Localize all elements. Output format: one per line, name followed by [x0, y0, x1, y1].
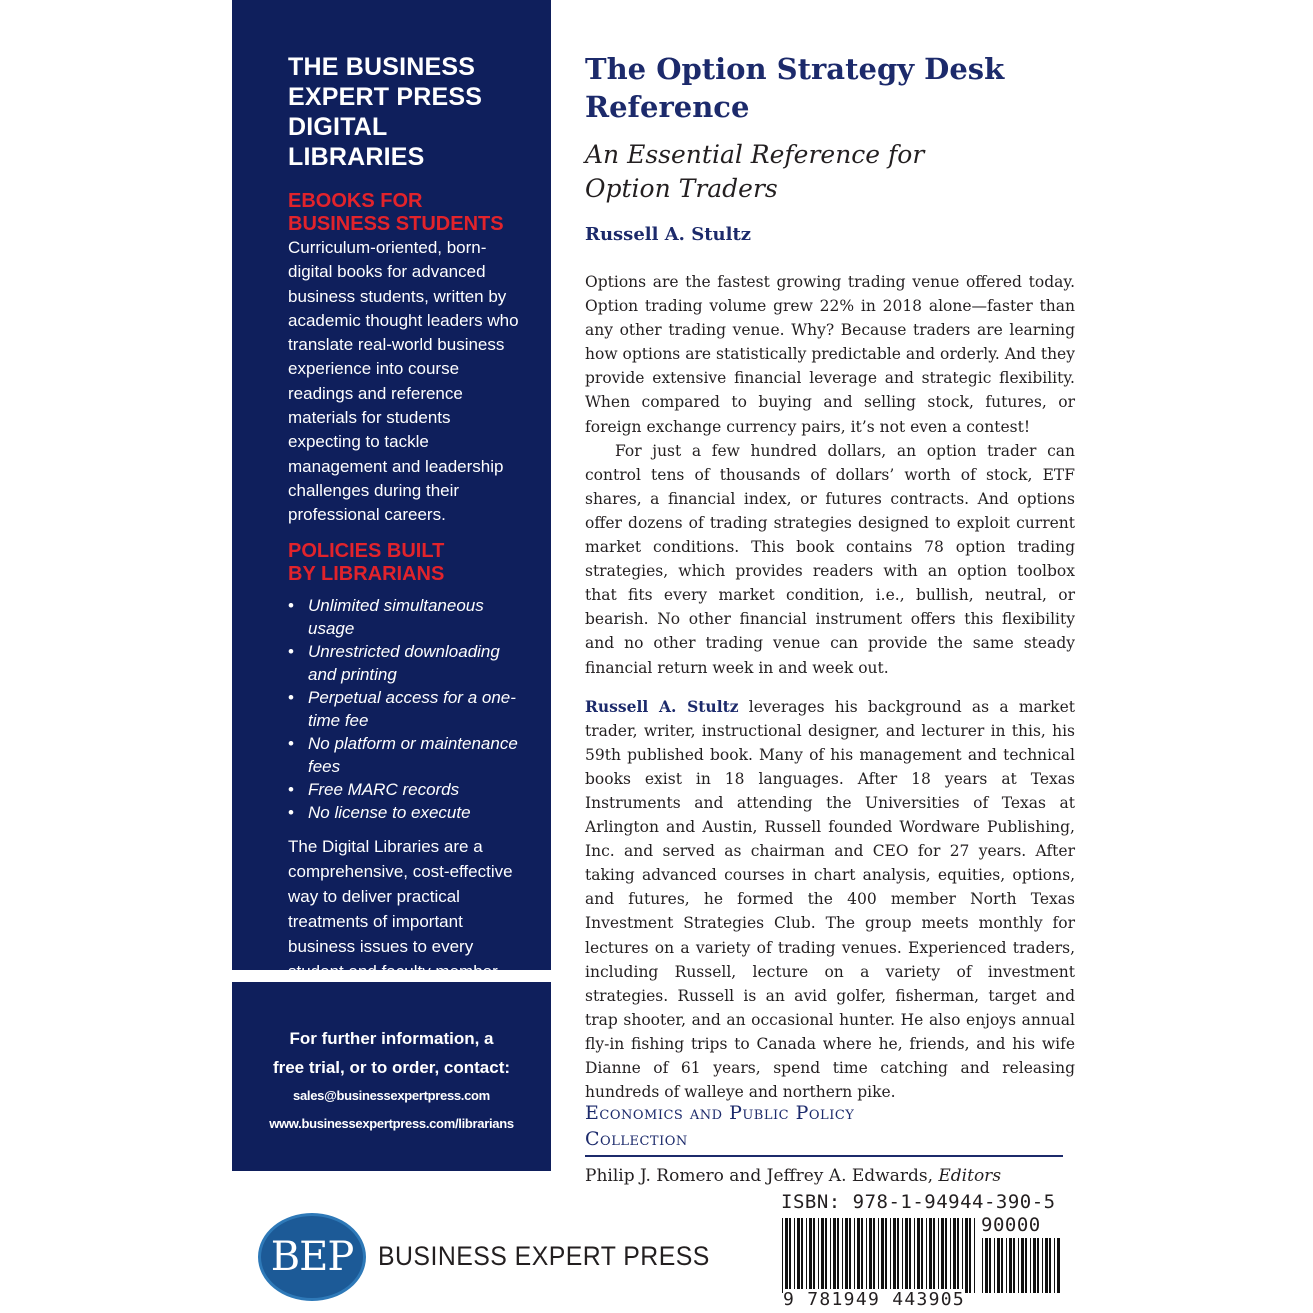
barcode-block: [781, 1188, 1065, 1313]
barcode-bar: [1030, 1238, 1031, 1293]
description-paragraph-2: For just a few hundred dollars, an option trader can control tens of thousands of dollars’ worth of stock, ETF shares, a financial index, or futures contracts. And options offer dozens of trading strategies designed to exploit current market conditions. This book contains 78 option trading strategies, which provides readers with an option toolbox that fits every market condition, i.e., bullish, neutral, or bearish. No other financial instrument offers this flexibility and no other trading venue can provide the same steady financial return week in and week out.: [585, 441, 1075, 677]
contact-url: www.businessexpertpress.com/librarians: [269, 1116, 514, 1131]
digital-libraries-panel: [232, 0, 551, 981]
book-author: Russell A. Stultz: [585, 224, 751, 245]
barcode-bar: [842, 1218, 843, 1293]
barcode-bar: [1037, 1238, 1039, 1293]
barcode-bar: [917, 1218, 920, 1293]
bep-logo: BEP: [258, 1213, 366, 1301]
barcode-bar: [969, 1218, 971, 1293]
barcode-bar: [1006, 1238, 1007, 1293]
barcode-bar: [926, 1218, 927, 1293]
barcode-bar: [953, 1218, 956, 1293]
barcode-bar: [1018, 1238, 1019, 1293]
barcode-bar: [854, 1218, 855, 1293]
ebooks-description: Curriculum-oriented, born-digital books for advanced business students, written by academic thought leaders who translate real-world business experience into course readings and reference materials for students expecting to tackle management and leadership challenges during their professional careers.: [288, 238, 519, 525]
contact-line-2: free trial, or to order, contact:: [272, 1058, 511, 1077]
barcode-bar: [821, 1218, 824, 1293]
contact-email: sales@businessexpertpress.com: [293, 1088, 490, 1103]
policy-item: • Perpetual access for a one-time fee: [288, 686, 521, 732]
policies-heading: POLICIES BUILT BY LIBRARIANS: [288, 539, 445, 585]
policies-list: [288, 594, 521, 824]
contact-panel: [232, 982, 551, 1171]
contact-line-1: For further information, a: [289, 1029, 494, 1048]
book-description-column: [585, 50, 1075, 1104]
barcode-bar: [885, 1218, 887, 1293]
barcode-bar: [905, 1218, 908, 1293]
policy-item: • Free MARC records: [288, 778, 521, 801]
barcode-bar: [837, 1218, 839, 1293]
barcode-digits: 9 781949 443905: [783, 1289, 966, 1310]
barcode-bar: [869, 1218, 872, 1293]
barcode-bar: [797, 1218, 800, 1293]
barcode-bar: [1054, 1238, 1055, 1293]
barcode-bar: [1009, 1238, 1012, 1293]
barcode-bar: [845, 1218, 848, 1293]
policy-item: • Unrestricted downloading and printing: [288, 640, 521, 686]
barcode-bar: [861, 1218, 863, 1293]
barcode-bar: [1033, 1238, 1036, 1293]
libraries-closing: The Digital Libraries are a comprehensive, cost-effective way to deliver practical treatments of important business issues to every student and faculty member.: [288, 836, 513, 981]
publisher-name: BUSINESS EXPERT PRESS: [378, 1241, 710, 1271]
isbn-text: ISBN: 978-1-94944-390-5: [781, 1191, 1056, 1213]
book-description: [585, 270, 1075, 1104]
barcode-bar: [806, 1218, 807, 1293]
barcode-bar: [1057, 1238, 1060, 1293]
barcode-bar: [1001, 1238, 1003, 1293]
barcode-bar: [830, 1218, 831, 1293]
barcode-bar: [801, 1218, 803, 1293]
barcode-bar: [933, 1218, 935, 1293]
barcode-bar: [878, 1218, 879, 1293]
policy-item: • Unlimited simultaneous usage: [288, 594, 521, 640]
barcode-bar: [857, 1218, 860, 1293]
barcode-bar: [985, 1238, 988, 1293]
barcode-bar: [997, 1238, 1000, 1293]
barcode-bar: [873, 1218, 875, 1293]
barcode-bar: [945, 1218, 947, 1293]
author-bio-text: leverages his background as a market trader, writer, instructional designer, and lecturer in this, his 59th published book. Many of his management and technical books exist in 18 languages. After 18 years at Texas Instruments and attending the Universities of Texas at Arlington and Austin, Russell founded Wordware Publishing, Inc. and served as chairman and CEO for 27 years. After taking advanced courses in chart analysis, equities, options, and futures, he formed the 400 member North Texas Investment Strategies Club. The group meets monthly for lectures on a variety of trading venues. Experienced traders, including Russell, lecture on a variety of investment strategies. Russell is an avid golfer, fisherman, target and trap shooter, and an occasional hunter. He also enjoys annual fly-in fishing trips to Canada where he, friends, and his wife Dianne of 61 years, spend time catching and releasing hundreds of walleye and northern pike.: [585, 697, 1075, 1102]
collection-block: [585, 1100, 1063, 1188]
book-title: The Option Strategy Desk Reference: [585, 52, 1005, 124]
barcode-bar: [890, 1218, 891, 1293]
barcode-bar: [965, 1218, 968, 1293]
barcode-bar: [818, 1218, 819, 1293]
ebooks-heading: EBOOKS FOR BUSINESS STUDENTS: [288, 190, 504, 235]
barcode-bar: [914, 1218, 915, 1293]
barcode-bar: [989, 1238, 991, 1293]
barcode-bar: [897, 1218, 899, 1293]
barcode-bar: [825, 1218, 827, 1293]
barcode-bar: [1045, 1238, 1048, 1293]
barcode-icon: [781, 1218, 977, 1293]
barcode-bar: [974, 1218, 975, 1293]
barcode-bar: [789, 1218, 791, 1293]
barcode-bar: [794, 1218, 795, 1293]
addon-barcode-icon: [981, 1238, 1063, 1293]
barcode-bar: [785, 1218, 788, 1293]
barcode-bar: [994, 1238, 995, 1293]
barcode-bar: [929, 1218, 932, 1293]
policy-item: • No license to execute: [288, 801, 521, 824]
barcode-bar: [833, 1218, 836, 1293]
description-paragraph-1: Options are the fastest growing trading venue offered today. Option trading volume grew 22% in 2018 alone—faster than any other trading venue. Why? Because traders are learning how options are statistically predictable and orderly. And they provide extensive financial leverage and strategic flexibility. When compared to buying and selling stock, futures, or foreign exchange currency pairs, it’s not even a contest!: [585, 273, 1075, 436]
barcode-bar: [909, 1218, 911, 1293]
barcode-bar: [866, 1218, 867, 1293]
barcode-bar: [1021, 1238, 1024, 1293]
barcode-bar: [938, 1218, 939, 1293]
barcode-bar: [1049, 1238, 1051, 1293]
barcode-bar: [921, 1218, 923, 1293]
author-bio-name: Russell A. Stultz: [585, 696, 739, 716]
barcode-bar: [809, 1218, 812, 1293]
barcode-bar: [893, 1218, 896, 1293]
barcode-bar: [1042, 1238, 1043, 1293]
barcode-bar: [957, 1218, 959, 1293]
barcode-bar: [950, 1218, 951, 1293]
price-code: 90000: [981, 1214, 1041, 1236]
barcode-bar: [1013, 1238, 1015, 1293]
barcode-bar: [849, 1218, 851, 1293]
barcode-bar: [941, 1218, 944, 1293]
policy-item: • No platform or maintenance fees: [288, 732, 521, 778]
barcode-bar: [813, 1218, 815, 1293]
libraries-title: THE BUSINESS EXPERT PRESS DIGITAL LIBRARIES: [288, 53, 483, 171]
book-subtitle: An Essential Reference for Option Traders: [585, 140, 925, 203]
collection-title: Economics and Public Policy Collection: [585, 1100, 1063, 1157]
barcode-bar: [881, 1218, 884, 1293]
collection-editors: Philip J. Romero and Jeffrey A. Edwards, Editors: [585, 1166, 1002, 1186]
author-bio: [585, 695, 1075, 1105]
barcode-bar: [982, 1238, 983, 1293]
barcode-bar: [1025, 1238, 1027, 1293]
barcode-bar: [782, 1218, 783, 1293]
barcode-bar: [962, 1218, 963, 1293]
barcode-bar: [902, 1218, 903, 1293]
